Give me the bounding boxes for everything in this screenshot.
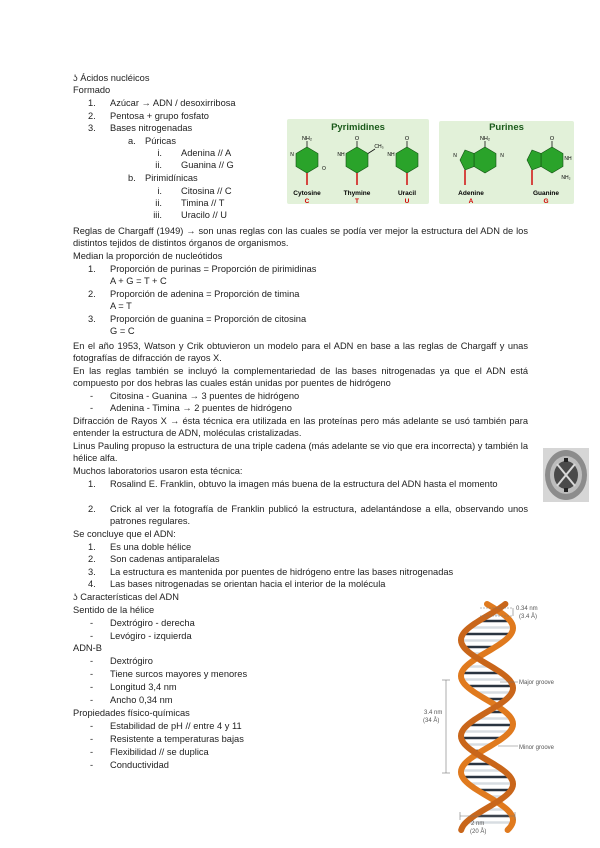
base-name-adenine: Adenine <box>458 190 484 197</box>
propiedades-heading: Propiedades físico-químicas <box>73 708 190 718</box>
atom-label: N <box>453 153 457 159</box>
cytosine-molecule <box>290 136 326 185</box>
list-item: Crick al ver la fotografía de Franklin publicó la estructura, adelantándose a ella, observando unos patrones regulares. <box>110 504 528 527</box>
list-dash: - <box>90 669 94 679</box>
list-item: Estabilidad de pH // entre 4 y 11 <box>110 721 242 731</box>
thymine-molecule <box>337 136 383 185</box>
list-item: Bases nitrogenadas <box>110 123 193 133</box>
atom-label: N <box>500 153 504 159</box>
list-item: Adenina - Timina → 2 puentes de hidrógeno <box>110 403 292 413</box>
helix-label-top: 0.34 nm <box>516 606 538 612</box>
section-title: Características del ADN <box>80 592 179 602</box>
atom-label: NH₂ <box>301 136 313 142</box>
paragraph-watson: En el año 1953, Watson y Crik obtuvieron un modelo para el ADN en base a las reglas de Chargaff y unas fotografías de difracción de rayos X. <box>73 341 528 364</box>
formado-label: Formado <box>73 85 111 95</box>
adnb-heading: ADN-B <box>73 643 102 653</box>
base-name-thymine: Thymine <box>343 190 371 197</box>
list-item: Ancho 0,34 nm <box>110 695 173 705</box>
helix-label-minor: Minor groove <box>519 745 555 751</box>
list-dash: - <box>90 721 94 731</box>
paragraph-laboratorios: Muchos laboratorios usaron esta técnica: <box>73 466 243 476</box>
list-item: Proporción de purinas = Proporción de pirimidinas <box>110 264 317 274</box>
list-item: Dextrógiro - derecha <box>110 618 195 628</box>
list-letter: a. <box>128 136 136 146</box>
list-item: Levógiro - izquierda <box>110 631 192 641</box>
base-name-uracil: Uracil <box>397 190 417 197</box>
list-roman: ii. <box>155 198 162 208</box>
section-title: Ácidos nucléicos <box>80 73 150 83</box>
list-roman: ii. <box>155 160 162 170</box>
atom-label: O <box>404 136 410 142</box>
list-item: Conductividad <box>110 760 169 770</box>
guanine-molecule <box>527 136 572 185</box>
section-heading-acidos <box>73 72 150 84</box>
section-bullet: ʖ <box>73 73 78 83</box>
helix-label-width-a: (20 Å) <box>470 829 487 835</box>
dna-helix-figure <box>420 598 595 838</box>
helix-label-top-a: (3.4 Å) <box>519 614 538 620</box>
list-item: Proporción de guanina = Proporción de citosina <box>110 314 307 324</box>
sentido-heading: Sentido de la hélice <box>73 605 155 615</box>
list-dash: - <box>90 747 94 757</box>
list-item: Azúcar → ADN / desoxirribosa <box>110 98 236 108</box>
adenine-molecule <box>453 136 504 185</box>
list-roman: i. <box>157 186 162 196</box>
atom-label: NH₂ <box>561 175 571 181</box>
list-letter: b. <box>128 173 136 183</box>
paragraph-chargaff: Reglas de Chargaff (1949) → son unas reglas con las cuales se podía ver mejor la estructura del ADN de los distintos tejidos de distintos órganos de organismos. <box>73 226 528 249</box>
list-item: Adenina // A <box>181 148 232 158</box>
list-roman: i. <box>157 148 162 158</box>
list-item: Pirimidínicas <box>145 173 198 183</box>
list-item: Pentosa + grupo fosfato <box>110 111 209 121</box>
helix-label-length: 3.4 nm <box>424 710 443 716</box>
base-letter-a: A <box>468 198 474 205</box>
helix-label-width: 2 nm <box>471 821 485 827</box>
list-dash: - <box>90 631 94 641</box>
list-number: 1. <box>88 479 96 489</box>
list-item: Uracilo // U <box>181 210 227 220</box>
base-letter-t: T <box>355 198 359 205</box>
paragraph-pauling: Linus Pauling propuso la estructura de una triple cadena (más adelante se vio que era incorrecta) y también la hélice alfa. <box>73 441 528 464</box>
base-name-guanine: Guanine <box>532 190 559 197</box>
list-item: Tiene surcos mayores y menores <box>110 669 248 679</box>
list-item: Púricas <box>145 136 177 146</box>
base-letter-u: U <box>404 198 410 205</box>
list-number: 3. <box>88 314 96 324</box>
atom-label: NH <box>337 152 345 158</box>
list-item: Es una doble hélice <box>110 542 192 552</box>
atom-label: NH <box>387 152 395 158</box>
list-number: 2. <box>88 111 96 121</box>
list-item: Rosalind E. Franklin, obtuvo la imagen más buena de la estructura del ADN hasta el momento <box>110 479 498 489</box>
list-item: Citosina - Guanina → 3 puentes de hidrógeno <box>110 391 300 401</box>
list-dash: - <box>90 391 94 401</box>
atom-label: N <box>290 152 294 158</box>
helix-label-major: Major groove <box>519 680 555 686</box>
list-item: Proporción de adenina = Proporción de timina <box>110 289 300 299</box>
formula: A + G = T + C <box>110 276 167 286</box>
list-item: Citosina // C <box>181 186 232 196</box>
list-roman: iii. <box>153 210 162 220</box>
helix-label-length-a: (34 Å) <box>423 718 440 724</box>
list-number: 2. <box>88 554 96 564</box>
list-number: 2. <box>88 289 96 299</box>
paragraph-concluye: Se concluye que el ADN: <box>73 529 176 539</box>
atom-label: O <box>549 136 555 142</box>
list-item: Guanina // G <box>181 160 234 170</box>
section-bullet: ʖ <box>73 592 78 602</box>
paragraph-difraccion: Difracción de Rayos X → ésta técnica era utilizada en las proteínas pero más adelante se usó también para entender la estructura de ADN, moléculas cristalizadas. <box>73 416 528 439</box>
list-dash: - <box>90 734 94 744</box>
list-dash: - <box>90 403 94 413</box>
formula: A = T <box>110 301 132 311</box>
pyrimidines-title: Pyrimidines <box>331 122 385 133</box>
list-item: Son cadenas antiparalelas <box>110 554 220 564</box>
uracil-molecule <box>387 136 418 185</box>
atom-label: NH <box>564 156 572 162</box>
list-item: La estructura es mantenida por puentes de hidrógeno entre las bases nitrogenadas <box>110 567 454 577</box>
base-letter-g: G <box>543 198 549 205</box>
list-dash: - <box>90 618 94 628</box>
atom-label: O <box>322 166 326 172</box>
list-dash: - <box>90 760 94 770</box>
list-item: Longitud 3,4 nm <box>110 682 177 692</box>
list-dash: - <box>90 695 94 705</box>
list-item: Timina // T <box>181 198 225 208</box>
list-number: 1. <box>88 264 96 274</box>
list-number: 3. <box>88 123 96 133</box>
list-number: 1. <box>88 542 96 552</box>
xray-diffraction-image <box>543 448 589 502</box>
base-letter-c: C <box>304 198 310 205</box>
atom-label: NH₂ <box>479 136 491 142</box>
atom-label: CH₃ <box>374 144 384 150</box>
formula: G = C <box>110 326 135 336</box>
list-number: 4. <box>88 579 96 589</box>
list-dash: - <box>90 682 94 692</box>
list-item: Flexibilidad // se duplica <box>110 747 209 757</box>
atom-label: O <box>354 136 360 142</box>
list-number: 2. <box>88 504 96 514</box>
purines-title: Purines <box>489 122 524 133</box>
base-name-cytosine: Cytosine <box>293 190 321 197</box>
paragraph-median: Median la proporción de nucleótidos <box>73 251 223 261</box>
list-item: Dextrógiro <box>110 656 153 666</box>
list-dash: - <box>90 656 94 666</box>
list-number: 1. <box>88 98 96 108</box>
section-heading-caracteristicas <box>73 591 179 603</box>
list-number: 3. <box>88 567 96 577</box>
list-item: Resistente a temperaturas bajas <box>110 734 244 744</box>
paragraph-complementariedad: En las reglas también se incluyó la complementariedad de las bases nitrogenadas ya que el ADN está compuesto por dos hebras las cuales están unidas por puentes de hidrógeno <box>73 366 528 389</box>
list-item: Las bases nitrogenadas se orientan hacia el interior de la molécula <box>110 579 386 589</box>
